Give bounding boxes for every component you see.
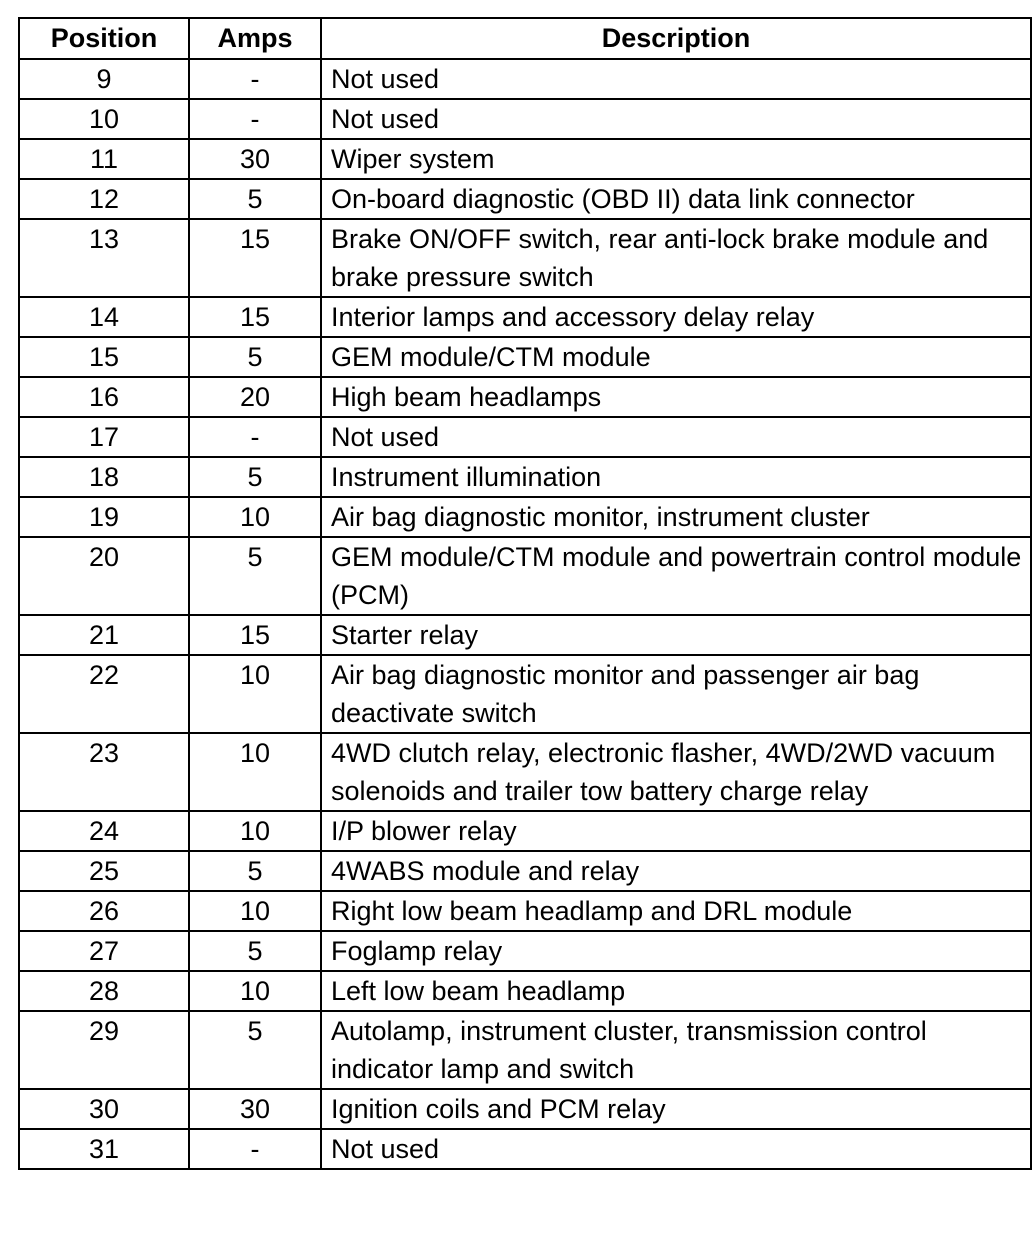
table-row <box>19 377 1031 417</box>
cell-amps: 15 <box>189 615 321 655</box>
cell-amps: 5 <box>189 1011 321 1089</box>
table-row <box>19 733 1031 811</box>
column-header-position: Position <box>19 18 189 59</box>
table-row <box>19 971 1031 1011</box>
cell-amps: - <box>189 99 321 139</box>
cell-position: 11 <box>19 139 189 179</box>
cell-position: 14 <box>19 297 189 337</box>
table-row <box>19 297 1031 337</box>
cell-position: 30 <box>19 1089 189 1129</box>
cell-position: 25 <box>19 851 189 891</box>
cell-amps: - <box>189 417 321 457</box>
cell-description: Interior lamps and accessory delay relay <box>321 297 1031 337</box>
cell-description: High beam headlamps <box>321 377 1031 417</box>
cell-position: 23 <box>19 733 189 811</box>
cell-amps: 10 <box>189 733 321 811</box>
table-row <box>19 1011 1031 1089</box>
table-row <box>19 1129 1031 1169</box>
cell-position: 19 <box>19 497 189 537</box>
table-row <box>19 457 1031 497</box>
cell-description: Ignition coils and PCM relay <box>321 1089 1031 1129</box>
cell-amps: 5 <box>189 337 321 377</box>
cell-amps: 10 <box>189 971 321 1011</box>
cell-description: Instrument illumination <box>321 457 1031 497</box>
cell-position: 18 <box>19 457 189 497</box>
table-row <box>19 179 1031 219</box>
cell-description: Air bag diagnostic monitor and passenger air bag deactivate switch <box>321 655 1031 733</box>
cell-description: Autolamp, instrument cluster, transmission control indicator lamp and switch <box>321 1011 1031 1089</box>
cell-amps: 15 <box>189 297 321 337</box>
cell-position: 28 <box>19 971 189 1011</box>
cell-description: On-board diagnostic (OBD II) data link connector <box>321 179 1031 219</box>
cell-description: Not used <box>321 417 1031 457</box>
table-row <box>19 139 1031 179</box>
cell-description: Not used <box>321 59 1031 99</box>
cell-description: Foglamp relay <box>321 931 1031 971</box>
cell-description: Brake ON/OFF switch, rear anti-lock brake module and brake pressure switch <box>321 219 1031 297</box>
fuse-table <box>18 17 1032 1170</box>
cell-description: I/P blower relay <box>321 811 1031 851</box>
table-row <box>19 417 1031 457</box>
cell-description: 4WD clutch relay, electronic flasher, 4WD/2WD vacuum solenoids and trailer tow battery charge relay <box>321 733 1031 811</box>
cell-position: 13 <box>19 219 189 297</box>
table-header-row <box>19 18 1031 59</box>
cell-position: 24 <box>19 811 189 851</box>
cell-description: Starter relay <box>321 615 1031 655</box>
cell-position: 27 <box>19 931 189 971</box>
table-row <box>19 851 1031 891</box>
cell-amps: 5 <box>189 179 321 219</box>
cell-position: 21 <box>19 615 189 655</box>
cell-description: Left low beam headlamp <box>321 971 1031 1011</box>
table-row <box>19 99 1031 139</box>
cell-position: 31 <box>19 1129 189 1169</box>
cell-amps: 5 <box>189 457 321 497</box>
cell-description: Not used <box>321 1129 1031 1169</box>
table-row <box>19 615 1031 655</box>
table-row <box>19 219 1031 297</box>
table-row <box>19 891 1031 931</box>
cell-position: 16 <box>19 377 189 417</box>
table-row <box>19 59 1031 99</box>
cell-position: 9 <box>19 59 189 99</box>
table-row <box>19 497 1031 537</box>
cell-description: GEM module/CTM module <box>321 337 1031 377</box>
column-header-amps: Amps <box>189 18 321 59</box>
cell-position: 12 <box>19 179 189 219</box>
cell-amps: 15 <box>189 219 321 297</box>
cell-description: Right low beam headlamp and DRL module <box>321 891 1031 931</box>
table-row <box>19 1089 1031 1129</box>
cell-amps: - <box>189 1129 321 1169</box>
cell-position: 29 <box>19 1011 189 1089</box>
cell-position: 20 <box>19 537 189 615</box>
table-row <box>19 537 1031 615</box>
table-row <box>19 655 1031 733</box>
cell-position: 15 <box>19 337 189 377</box>
table-row <box>19 337 1031 377</box>
cell-description: GEM module/CTM module and powertrain control module (PCM) <box>321 537 1031 615</box>
table-row <box>19 931 1031 971</box>
cell-amps: 30 <box>189 139 321 179</box>
cell-amps: 10 <box>189 811 321 851</box>
cell-position: 26 <box>19 891 189 931</box>
cell-amps: 10 <box>189 891 321 931</box>
cell-amps: 5 <box>189 931 321 971</box>
cell-description: Not used <box>321 99 1031 139</box>
cell-amps: 30 <box>189 1089 321 1129</box>
cell-amps: 10 <box>189 497 321 537</box>
cell-position: 17 <box>19 417 189 457</box>
cell-amps: 5 <box>189 851 321 891</box>
cell-description: Wiper system <box>321 139 1031 179</box>
table-row <box>19 811 1031 851</box>
cell-description: 4WABS module and relay <box>321 851 1031 891</box>
cell-amps: 10 <box>189 655 321 733</box>
cell-amps: 20 <box>189 377 321 417</box>
cell-position: 22 <box>19 655 189 733</box>
cell-amps: - <box>189 59 321 99</box>
cell-description: Air bag diagnostic monitor, instrument cluster <box>321 497 1031 537</box>
cell-position: 10 <box>19 99 189 139</box>
cell-amps: 5 <box>189 537 321 615</box>
column-header-description: Description <box>321 18 1031 59</box>
